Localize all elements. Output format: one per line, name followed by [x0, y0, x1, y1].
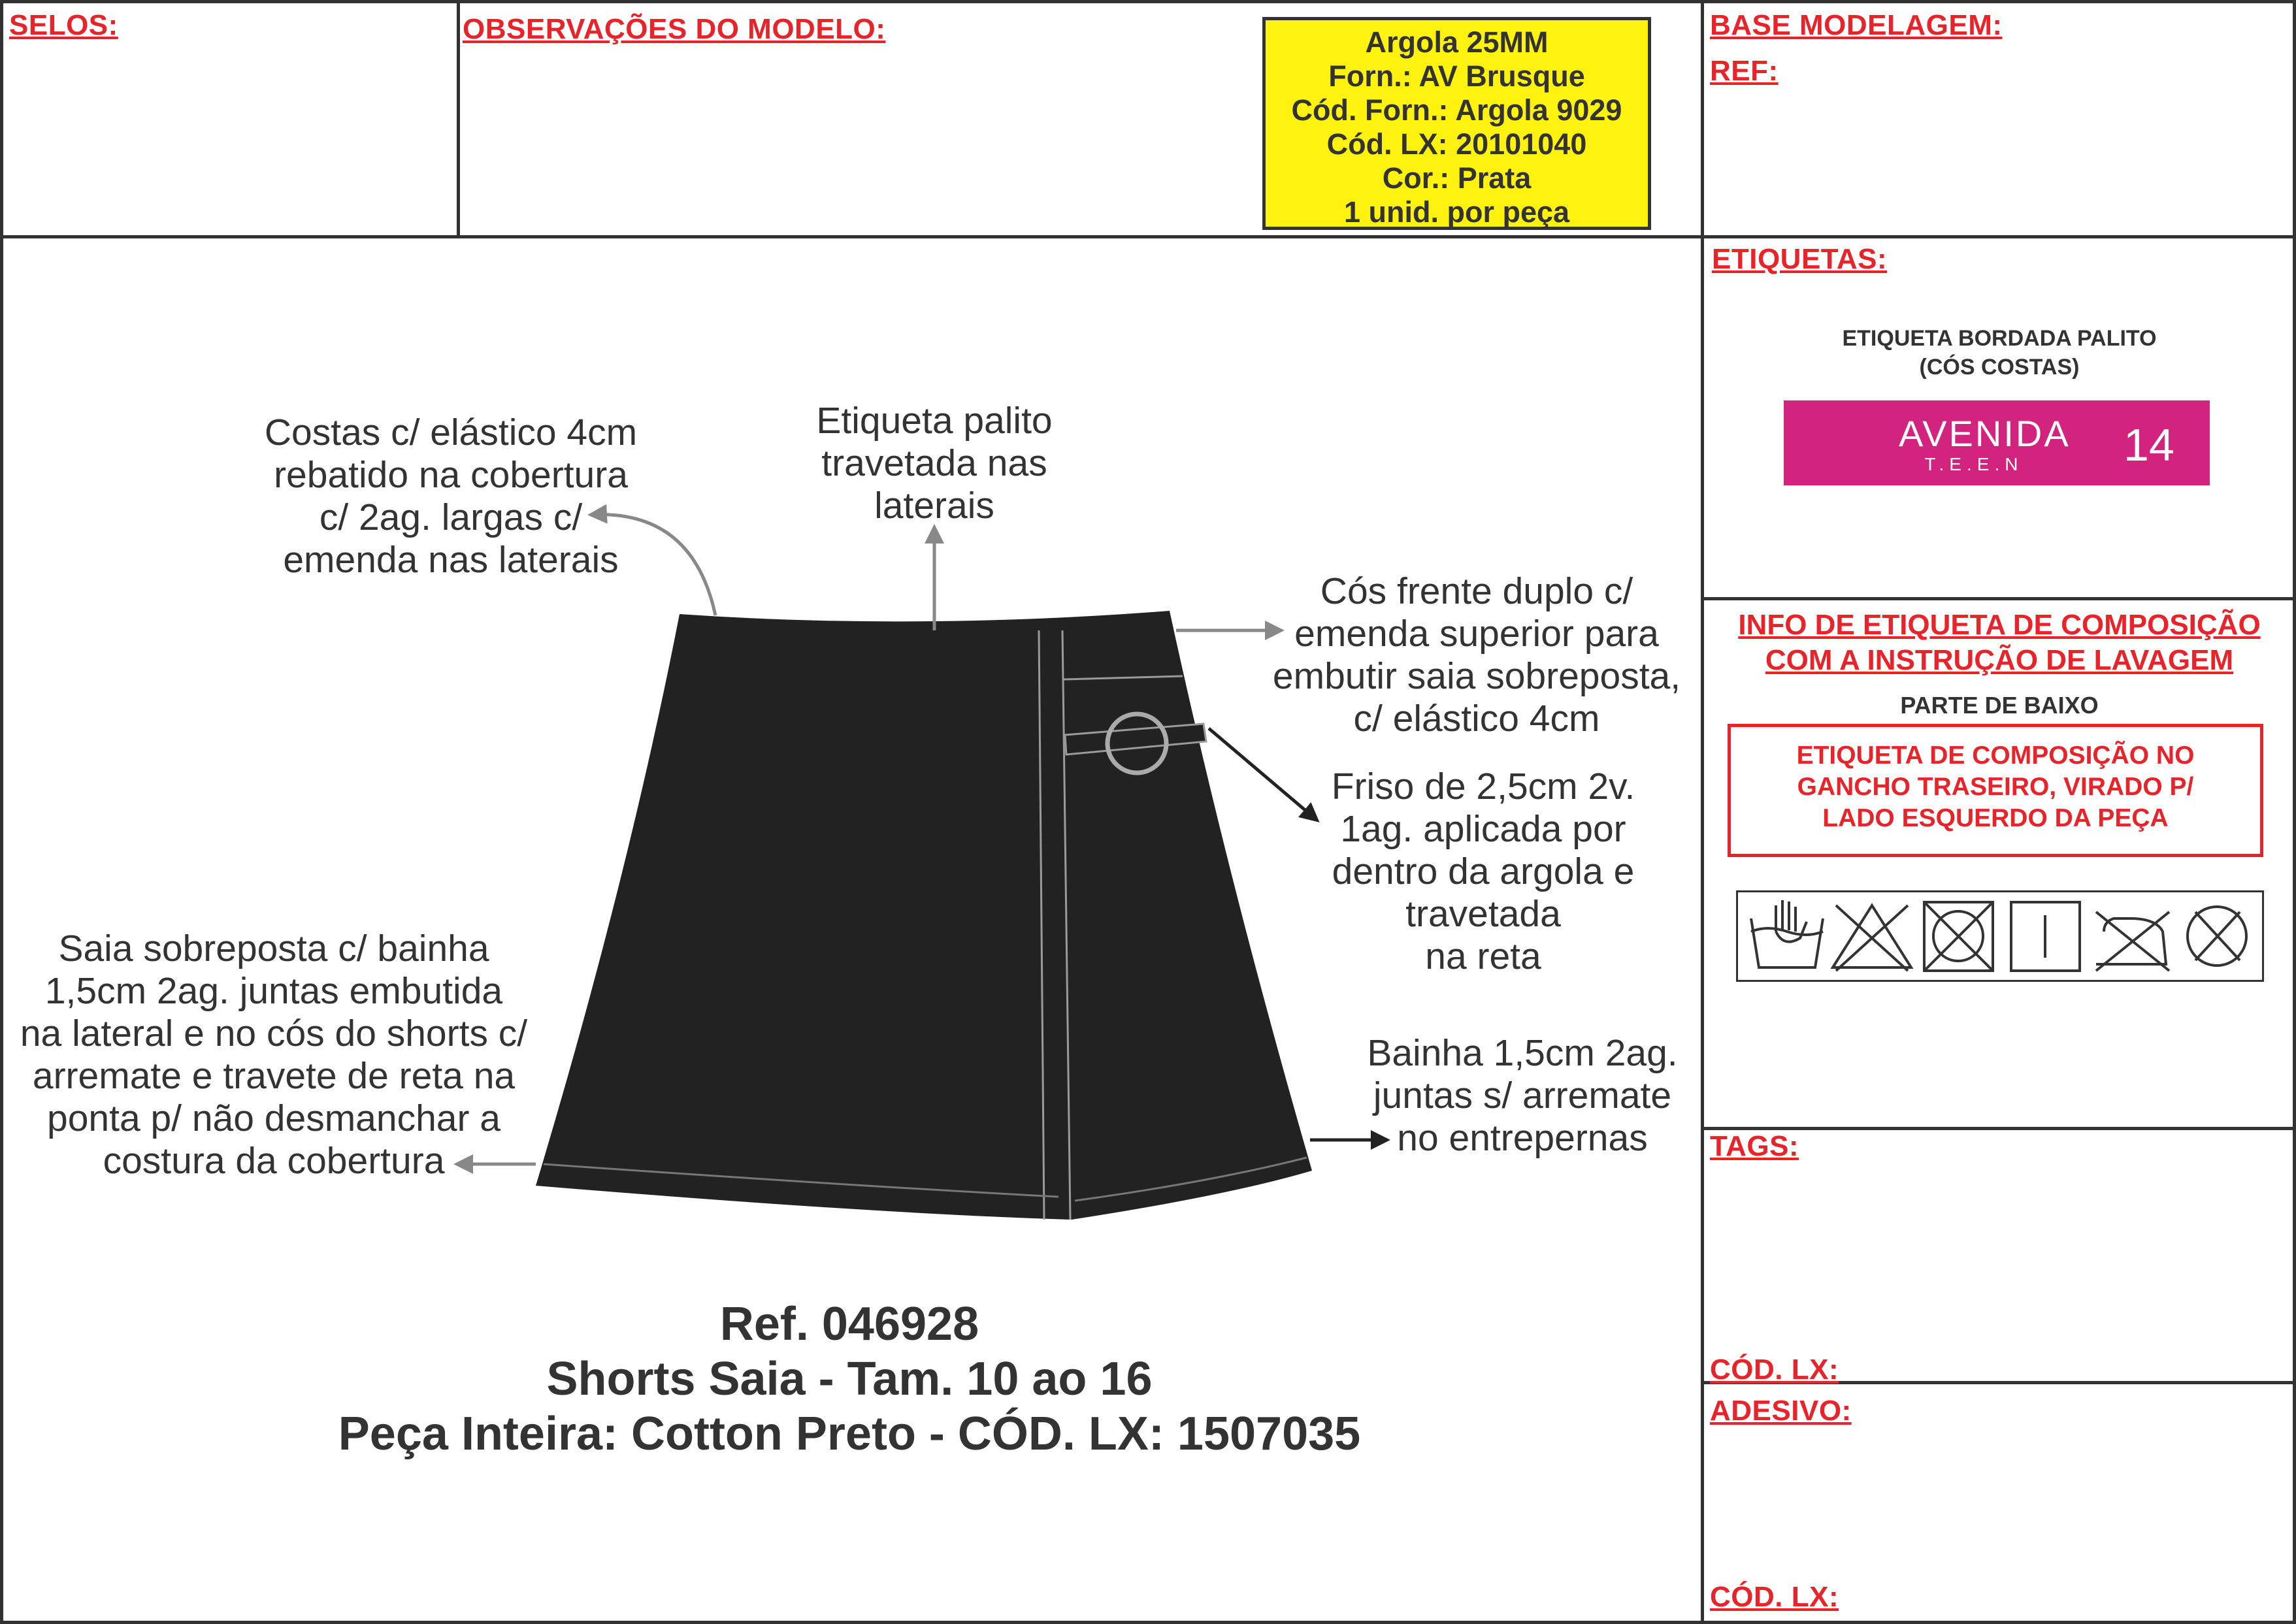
- tags-cod-lx-label: CÓD. LX:: [1710, 1354, 1839, 1386]
- composicao-heading-line1: INFO DE ETIQUETA DE COMPOSIÇÃO: [1738, 609, 2261, 641]
- composicao-instruction-box: [1728, 724, 2263, 857]
- composicao-heading: [1705, 608, 2293, 678]
- care-symbols: [1738, 892, 2262, 980]
- base-modelagem-label: BASE MODELAGEM:: [1710, 9, 2003, 41]
- trim-line: Argola 25MM: [1365, 25, 1549, 59]
- brand-sub: T.E.E.N: [1924, 454, 2024, 474]
- etiqueta-title-line1: ETIQUETA BORDADA PALITO: [1842, 326, 2157, 351]
- trim-line: 1 unid. por peça: [1343, 195, 1570, 229]
- care-symbols-box: [1736, 890, 2264, 982]
- brand-name: AVENIDA: [1899, 413, 2071, 454]
- adesivo-cod-lx-label: CÓD. LX:: [1710, 1581, 1839, 1613]
- brand-size: 14: [2124, 419, 2174, 470]
- product-ref: Ref. 046928: [719, 1298, 979, 1350]
- brand-label: [1784, 400, 2210, 485]
- selos-label: SELOS:: [9, 9, 118, 41]
- no-tumble-dry-icon: [1924, 902, 1993, 971]
- etiquetas-divider: [1701, 597, 2296, 600]
- composicao-box-line1: ETIQUETA DE COMPOSIÇÃO NO: [1796, 741, 2195, 770]
- annotation-etiqueta-palito: Etiqueta palito travetada nas laterais: [816, 400, 1053, 527]
- trim-line: Cor.: Prata: [1382, 161, 1532, 195]
- annotation-costas: Costas c/ elástico 4cm rebatido na cobertura c/ 2ag. largas c/ emenda nas laterais: [264, 412, 638, 581]
- trim-line: Cód. LX: 20101040: [1326, 127, 1587, 161]
- etiqueta-title: [1705, 324, 2293, 382]
- trim-line: Forn.: AV Brusque: [1328, 59, 1585, 93]
- product-fabric: Peça Inteira: Cotton Preto - CÓD. LX: 1507035: [338, 1408, 1361, 1460]
- no-iron-icon: [2096, 912, 2169, 971]
- line-dry-icon: [2011, 902, 2080, 971]
- annotation-friso: Friso de 2,5cm 2v. 1ag. aplicada por dentro da argola e travetada na reta: [1331, 766, 1635, 977]
- annotation-bainha: Bainha 1,5cm 2ag. juntas s/ arremate no entrepernas: [1367, 1032, 1678, 1159]
- no-dry-clean-icon: [2188, 907, 2246, 966]
- etiqueta-title-line2: (CÓS COSTAS): [1919, 355, 2080, 380]
- skirt-body: [536, 611, 1312, 1220]
- etiquetas-label: ETIQUETAS:: [1712, 243, 1888, 275]
- frame-bottom: [0, 1621, 2296, 1624]
- composicao-box-line3: LADO ESQUERDO DA PEÇA: [1822, 804, 2169, 832]
- composicao-part: PARTE DE BAIXO: [1900, 692, 2099, 719]
- tags-label: TAGS:: [1710, 1130, 1799, 1162]
- annotation-saia-sobreposta: Saia sobreposta c/ bainha 1,5cm 2ag. juntas embutida na lateral e no cós do shorts c/ arremate e travete de reta na ponta p/ não desmanchar a costura da cobertura: [20, 928, 528, 1182]
- composicao-heading-line2: COM A INSTRUÇÃO DE LAVAGEM: [1765, 644, 2234, 676]
- observacoes-label: OBSERVAÇÕES DO MODELO:: [463, 13, 886, 45]
- composicao-box-line2: GANCHO TRASEIRO, VIRADO P/: [1797, 773, 2194, 801]
- ref-label: REF:: [1710, 55, 1779, 87]
- annotation-cos-frente: Cós frente duplo c/ emenda superior para embutir saia sobreposta, c/ elástico 4cm: [1272, 570, 1681, 739]
- trim-line: Cód. Forn.: Argola 9029: [1291, 93, 1622, 127]
- adesivo-label: ADESIVO:: [1710, 1395, 1852, 1427]
- product-name: Shorts Saia - Tam. 10 ao 16: [546, 1353, 1153, 1405]
- hand-wash-icon: [1751, 900, 1823, 967]
- no-bleach-icon: [1833, 905, 1911, 971]
